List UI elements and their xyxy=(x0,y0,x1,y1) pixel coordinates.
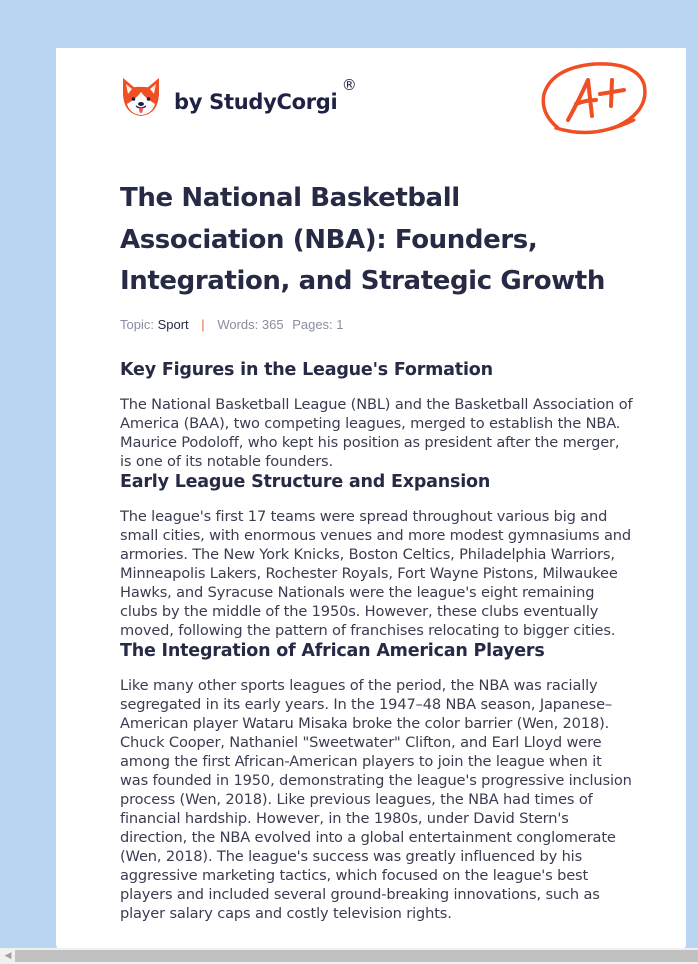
section-heading: Early League Structure and Expansion xyxy=(120,471,491,492)
title-line: The National Basketball xyxy=(120,183,460,213)
corgi-logo-icon xyxy=(120,74,162,120)
page-count: Pages: 1 xyxy=(292,316,344,332)
meta-separator: | xyxy=(201,316,205,332)
registered-mark: ® xyxy=(341,76,357,94)
scrollbar-thumb[interactable] xyxy=(15,950,698,962)
section-paragraph: The National Basketball League (NBL) and the Basketball Association of America (BAA), two competing leagues, merged to establish the NBA. Maurice Podoloff, who kept his position as president after the merger, is one of its notable founders. xyxy=(120,395,633,470)
word-count: Words: 365 xyxy=(217,316,284,332)
page-title xyxy=(120,178,634,303)
studycorgi-logo[interactable] xyxy=(120,74,357,120)
horizontal-scrollbar[interactable] xyxy=(0,948,698,964)
brand-name: by StudyCorgi ® xyxy=(174,76,357,114)
a-plus-grade-icon xyxy=(538,58,650,140)
section-paragraph: Like many other sports leagues of the period, the NBA was racially segregated in its early years. In the 1947–48 NBA season, Japanese–American player Wataru Misaka broke the color barrier (Wen, 2018). Chuck Cooper, Nathaniel "Sweetwater" Clifton, and Earl Lloyd were among the first African-American players to join the league when it was founded in 1950, demonstrating the league's progressive inclusion process (Wen, 2018). Like previous leagues, the NBA had times of financial hardship. However, in the 1980s, under David Stern's direction, the NBA evolved into a global entertainment conglomerate (Wen, 2018). The league's success was greatly influenced by his aggressive marketing tactics, which focused on the league's best players and included several ground-breaking innovations, such as player salary caps and costly television rights. xyxy=(120,676,632,922)
document-card xyxy=(56,48,686,950)
section-heading: Key Figures in the League's Formation xyxy=(120,359,493,380)
article-meta xyxy=(120,315,634,335)
section-heading: The Integration of African American Players xyxy=(120,640,545,661)
section-paragraph: The league's first 17 teams were spread throughout various big and small cities, with enormous venues and more modest gymnasiums and armories. The New York Knicks, Boston Celtics, Philadelphia Warriors, Minneapolis Lakers, Rochester Royals, Fort Wayne Pistons, Milwaukee Hawks, and Syracuse Nationals were the league's eight remaining clubs by the middle of the 1950s. However, these clubs eventually moved, following the pattern of franchises relocating to bigger cities. xyxy=(120,507,631,639)
article xyxy=(120,178,634,923)
topic-link[interactable]: Sport xyxy=(157,316,189,332)
title-line: Association (NBA): Founders, xyxy=(120,224,538,255)
topic-label: Topic: xyxy=(120,316,154,332)
header xyxy=(56,48,686,158)
scroll-left-arrow-icon[interactable]: ◀ xyxy=(4,951,12,961)
title-line: Integration, and Strategic Growth xyxy=(120,266,605,296)
